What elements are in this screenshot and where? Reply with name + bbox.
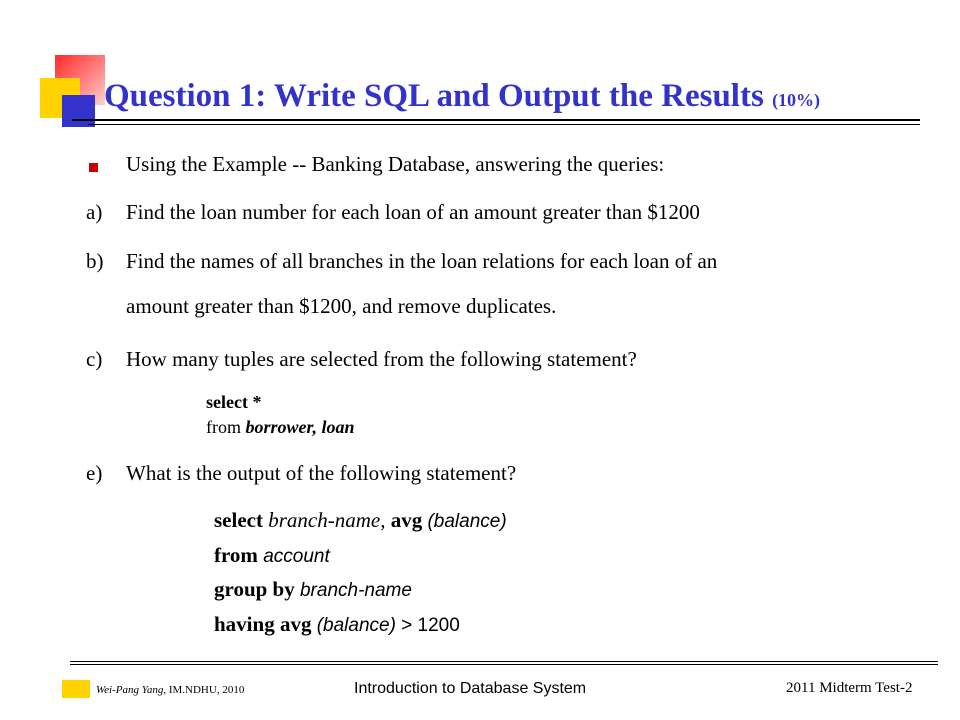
code-e-select-keyword: select [214, 508, 263, 532]
footer-author-name: Wei-Pang Yang, [96, 684, 167, 696]
code-e-groupby-keyword: group by [214, 577, 295, 601]
item-text-b-line2: amount greater than $1200, and remove duplicates. [126, 294, 557, 318]
item-label-b: b) [86, 249, 104, 273]
slide-title-text: Question 1: Write SQL and Output the Results [104, 78, 764, 114]
item-text-c: How many tuples are selected from the following statement? [126, 347, 637, 371]
footer-rule-top [70, 661, 938, 662]
footer-page: 2011 Midterm Test-2 [786, 680, 913, 696]
code-e-group-attr: branch-name [299, 580, 412, 601]
code-e-having-cond: > 1200 [401, 615, 460, 636]
slide-title-weight: (10%) [772, 90, 821, 110]
item-label-a: a) [86, 200, 103, 224]
code-e-having-arg: (balance) [316, 615, 396, 636]
code-c-select-keyword: select [206, 392, 248, 412]
code-c-star: * [252, 392, 262, 412]
footer-rule-bottom [70, 664, 938, 665]
code-e-line4 [214, 612, 460, 637]
code-e-branch-attr: branch-name, [268, 508, 386, 532]
code-e-relation: account [263, 546, 330, 567]
item-label-c: c) [86, 347, 103, 371]
footer-affiliation: IM.NDHU, 2010 [168, 684, 245, 696]
slide-title [104, 78, 820, 115]
footer-author [96, 684, 244, 696]
code-c-line2 [206, 417, 355, 438]
code-e-line3 [214, 577, 412, 602]
item-text-a: Find the loan number for each loan of an amount greater than $1200 [126, 200, 700, 224]
footer-yellow-square [62, 680, 90, 698]
intro-text: Using the Example -- Banking Database, answering the queries: [126, 152, 665, 176]
code-c-relations: borrower, loan [245, 417, 355, 437]
decor-blue-square [62, 95, 95, 127]
code-e-having-keyword: having avg [214, 612, 312, 636]
code-e-line1 [214, 508, 507, 533]
bullet-square-icon [89, 163, 98, 172]
code-e-avg-keyword: avg [390, 508, 423, 532]
footer-course: Introduction to Database System [354, 680, 587, 697]
code-e-avg-arg: (balance) [427, 511, 507, 532]
item-text-b-line1: Find the names of all branches in the loan relations for each loan of an [126, 249, 718, 273]
title-rule-thin [88, 124, 920, 125]
item-label-e: e) [86, 461, 103, 485]
code-c-line1 [206, 392, 261, 413]
code-c-from-keyword: from [206, 417, 241, 437]
code-e-line2 [214, 543, 330, 568]
code-e-from-keyword: from [214, 543, 258, 567]
item-text-e: What is the output of the following statement? [126, 461, 517, 485]
title-rule-thick [72, 119, 920, 121]
